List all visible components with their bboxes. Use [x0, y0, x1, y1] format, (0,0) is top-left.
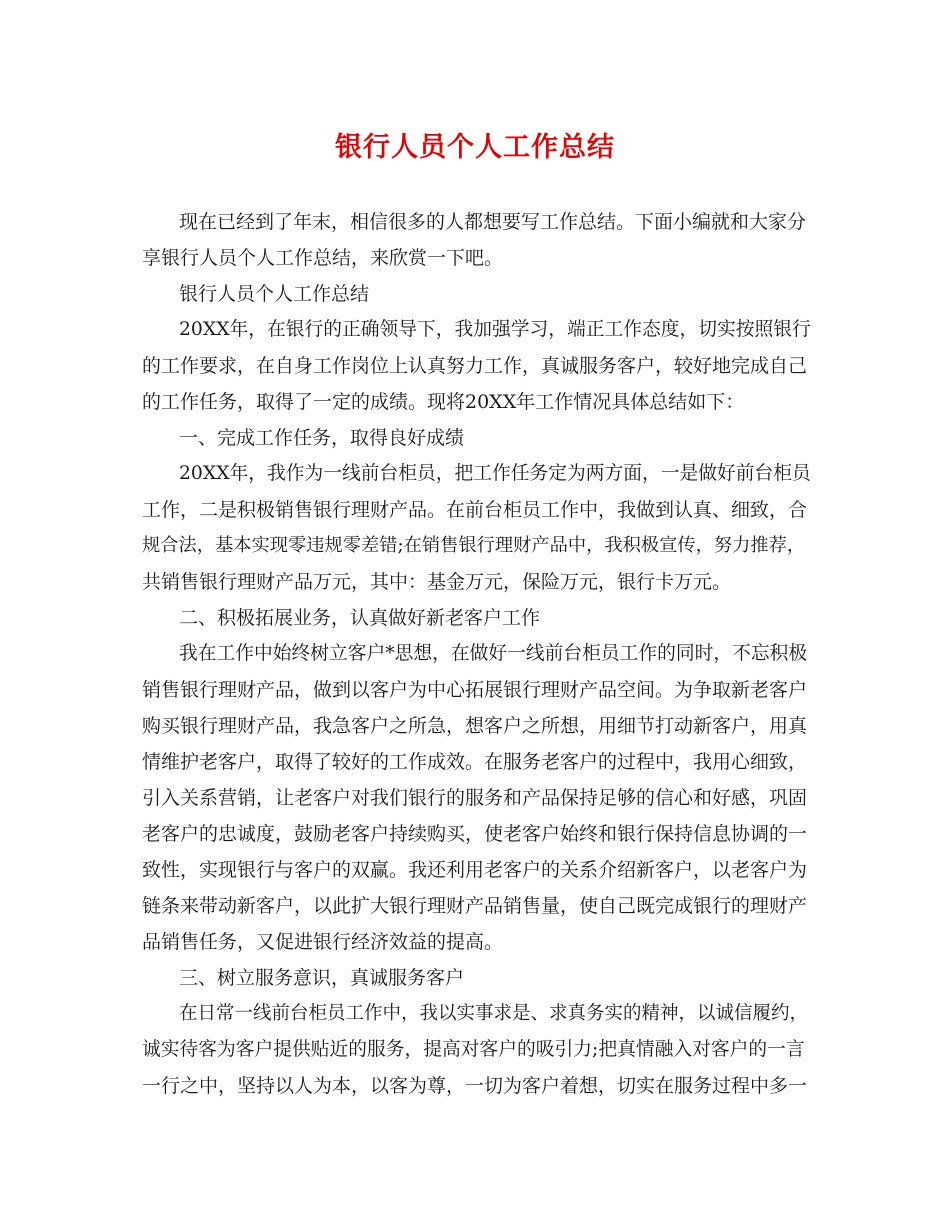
paragraph-line: 工作，二是积极销售银行理财产品。在前台柜员工作中，我做到认真、细致，合 [142, 499, 808, 521]
paragraph-line: 老客户的忠诚度，鼓励老客户持续购买，使老客户始终和银行保持信息协调的一 [142, 823, 808, 845]
paragraph-line: 链条来带动新客户，以此扩大银行理财产品销售量，使自己既完成银行的理财产 [142, 895, 808, 917]
paragraph-line: 的工作任务，取得了一定的成绩。现将20XX年工作情况具体总结如下： [142, 391, 745, 413]
paragraph-line: 品销售任务，又促进银行经济效益的提高。 [142, 931, 504, 953]
paragraph-line: 引入关系营销，让老客户对我们银行的服务和产品保持足够的信心和好感，巩固 [142, 787, 808, 809]
section-heading: 二、积极拓展业务，认真做好新老客户工作 [179, 607, 541, 629]
paragraph-line: 一行之中，坚持以人为本，以客为尊，一切为客户着想，切实在服务过程中多一 [142, 1075, 808, 1097]
paragraph-line: 现在已经到了年末，相信很多的人都想要写工作总结。下面小编就和大家分 [179, 211, 807, 233]
paragraph-line: 诚实待客为客户提供贴近的服务，提高对客户的吸引力;把真情融入对客户的一言 [142, 1039, 805, 1060]
paragraph-line: 20XX年，在银行的正确领导下，我加强学习，端正工作态度，切实按照银行 [179, 319, 811, 340]
paragraph-line: 情维护老客户，取得了较好的工作成效。在服务老客户的过程中，我用心细致， [142, 751, 808, 773]
paragraph-line: 20XX年，我作为一线前台柜员，把工作任务定为两方面，一是做好前台柜员 [179, 463, 811, 484]
paragraph-line: 共销售银行理财产品万元，其中：基金万元，保险万元，银行卡万元。 [142, 571, 732, 593]
section-heading: 一、完成工作任务，取得良好成绩 [179, 427, 465, 449]
paragraph-line: 购买银行理财产品，我急客户之所急，想客户之所想，用细节打动新客户，用真 [142, 715, 808, 737]
document-title: 银行人员个人工作总结 [335, 132, 615, 163]
paragraph-line: 享银行人员个人工作总结，来欣赏一下吧。 [142, 247, 504, 269]
paragraph-line: 的工作要求，在自身工作岗位上认真努力工作，真诚服务客户，较好地完成自己 [142, 355, 808, 377]
paragraph-line: 我在工作中始终树立客户*思想，在做好一线前台柜员工作的同时，不忘积极 [179, 643, 808, 664]
section-heading: 三、树立服务意识，真诚服务客户 [179, 967, 465, 989]
section-label: 银行人员个人工作总结 [179, 283, 370, 305]
paragraph-line: 致性，实现银行与客户的双赢。我还利用老客户的关系介绍新客户，以老客户为 [142, 859, 808, 881]
paragraph-line: 在日常一线前台柜员工作中，我以实事求是、求真务实的精神，以诚信履约， [179, 1003, 809, 1024]
paragraph-line: 规合法，基本实现零违规零差错;在销售银行理财产品中，我积极宣传，努力推荐， [142, 535, 806, 556]
paragraph-line: 销售银行理财产品，做到以客户为中心拓展银行理财产品空间。为争取新老客户 [142, 679, 808, 701]
